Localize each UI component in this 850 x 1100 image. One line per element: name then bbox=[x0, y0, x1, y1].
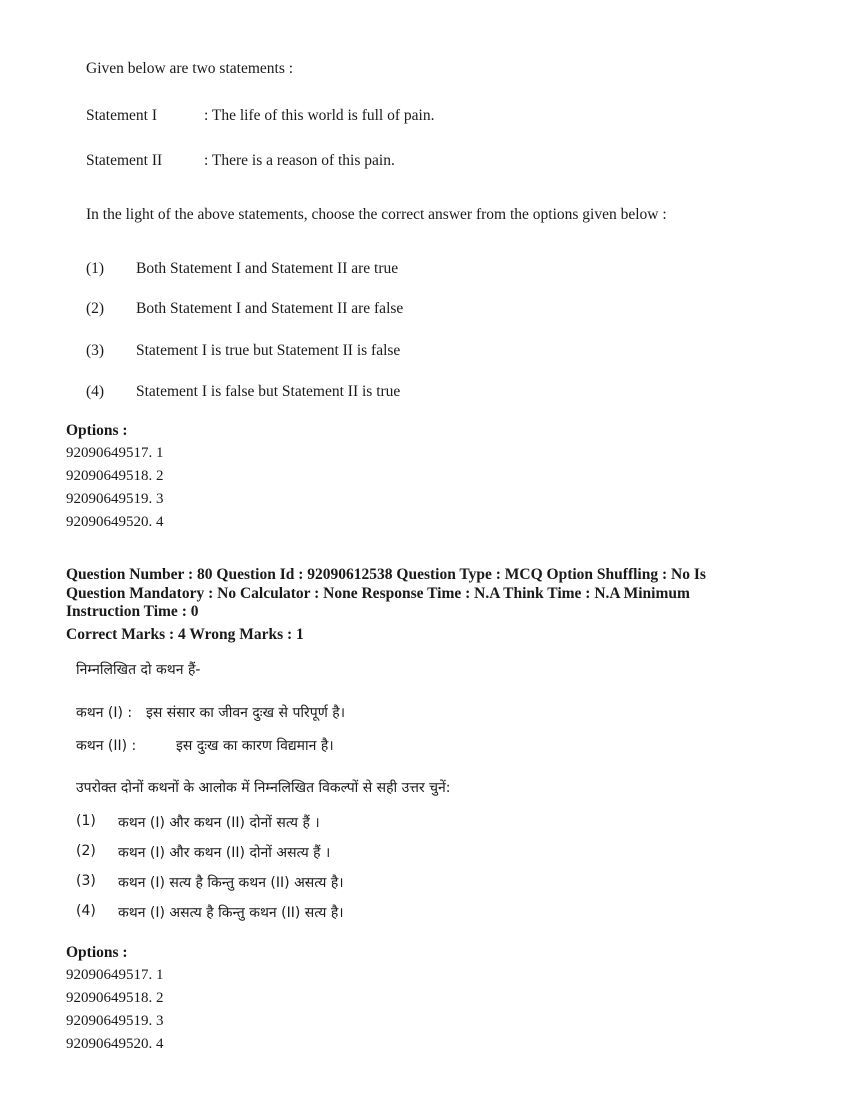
q80-statement-1-text: इस संसार का जीवन दुःख से परिपूर्ण है। bbox=[146, 705, 346, 721]
q79-statement-2-text: : There is a reason of this pain. bbox=[204, 152, 395, 169]
q80-marks: Correct Marks : 4 Wrong Marks : 1 bbox=[66, 626, 304, 643]
q80-statement-1-label: कथन (I) : bbox=[76, 705, 133, 721]
q80-choice-3-text: कथन (I) सत्य है किन्तु कथन (II) असत्य है। bbox=[118, 875, 344, 891]
q79-statement-1-text: : The life of this world is full of pain. bbox=[204, 107, 435, 124]
q79-choice-2-number: (2) bbox=[86, 300, 105, 317]
q80-option-id-3: 92090649519. 3 bbox=[66, 1013, 164, 1029]
q79-choice-1-text: Both Statement I and Statement II are true bbox=[136, 260, 399, 277]
q80-meta-line-3: Instruction Time : 0 bbox=[66, 603, 199, 620]
q80-statement-2-label: कथन (II) : bbox=[76, 738, 137, 754]
q79-choice-2-text: Both Statement I and Statement II are false bbox=[136, 300, 404, 317]
q79-statement-2-label: Statement II bbox=[86, 152, 163, 169]
q80-options-heading: Options : bbox=[66, 944, 128, 961]
q79-choice-4-number: (4) bbox=[86, 383, 105, 400]
q80-choice-3-number: (3) bbox=[76, 873, 96, 889]
q79-option-id-2: 92090649518. 2 bbox=[66, 468, 164, 484]
q79-option-id-1: 92090649517. 1 bbox=[66, 445, 164, 461]
q80-choice-4-text: कथन (I) असत्य है किन्तु कथन (II) सत्य है। bbox=[118, 905, 344, 921]
q80-choice-1-text: कथन (I) और कथन (II) दोनों सत्य हैं । bbox=[118, 815, 320, 831]
q80-meta-line-1: Question Number : 80 Question Id : 92090612538 Question Type : MCQ Option Shuffling : No Is bbox=[66, 566, 706, 583]
q79-instruction: In the light of the above statements, choose the correct answer from the options given below : bbox=[86, 206, 667, 223]
q79-choice-3-number: (3) bbox=[86, 342, 105, 359]
q80-choice-2-text: कथन (I) और कथन (II) दोनों असत्य हैं । bbox=[118, 845, 331, 861]
q80-meta-line-2: Question Mandatory : No Calculator : None Response Time : N.A Think Time : N.A Minimum bbox=[66, 585, 690, 602]
q79-choice-1-number: (1) bbox=[86, 260, 105, 277]
q80-option-id-1: 92090649517. 1 bbox=[66, 967, 164, 983]
q80-choice-1-number: (1) bbox=[76, 813, 96, 829]
q79-options-heading: Options : bbox=[66, 422, 128, 439]
q80-option-id-2: 92090649518. 2 bbox=[66, 990, 164, 1006]
q80-instruction: उपरोक्त दोनों कथनों के आलोक में निम्नलिखित विकल्पों से सही उत्तर चुनें: bbox=[76, 780, 451, 796]
q79-option-id-3: 92090649519. 3 bbox=[66, 491, 164, 507]
q80-intro: निम्नलिखित दो कथन हैं- bbox=[76, 662, 201, 678]
q79-choice-3-text: Statement I is true but Statement II is false bbox=[136, 342, 401, 359]
q79-statement-1-label: Statement I bbox=[86, 107, 158, 124]
q79-option-id-4: 92090649520. 4 bbox=[66, 514, 164, 530]
q80-statement-2-text: इस दुःख का कारण विद्यमान है। bbox=[176, 738, 334, 754]
q80-choice-2-number: (2) bbox=[76, 843, 96, 859]
q80-choice-4-number: (4) bbox=[76, 903, 96, 919]
q79-intro: Given below are two statements : bbox=[86, 60, 294, 77]
q79-choice-4-text: Statement I is false but Statement II is true bbox=[136, 383, 401, 400]
q80-option-id-4: 92090649520. 4 bbox=[66, 1036, 164, 1052]
